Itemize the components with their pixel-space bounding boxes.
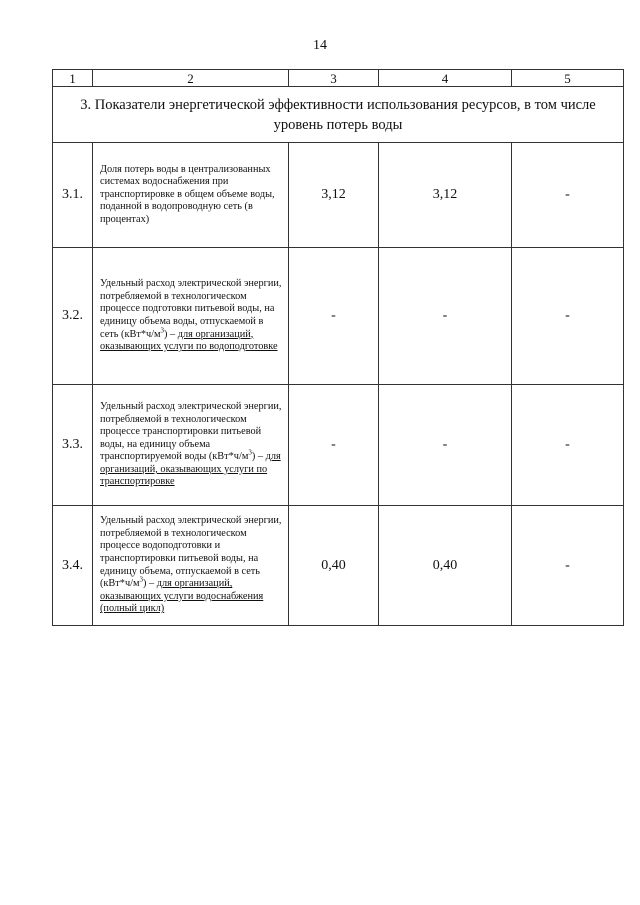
- table-row: [53, 143, 624, 248]
- organization-type-note: для организаций, оказывающих услуги по транспортировке: [100, 451, 281, 488]
- unit-superscript: 3: [248, 448, 252, 457]
- column-number: 1: [53, 70, 93, 87]
- column-number: 2: [93, 70, 289, 87]
- column-number: 4: [379, 70, 512, 87]
- table-row: [53, 506, 624, 626]
- section-title: 3. Показатели энергетической эффективности использования ресурсов, в том числе уровень потерь воды: [53, 87, 624, 143]
- value-column-3: -: [289, 385, 379, 506]
- row-number: 3.3.: [53, 385, 93, 506]
- table-row: [53, 385, 624, 506]
- description-text-tail: ) –: [251, 451, 266, 463]
- value-column-5: -: [512, 385, 624, 506]
- unit-superscript: 3: [139, 575, 144, 584]
- value-column-5: -: [512, 143, 624, 248]
- table-row: [53, 248, 624, 385]
- value-column-5: -: [512, 248, 624, 385]
- value-column-4: -: [379, 248, 512, 385]
- page-number: 14: [313, 38, 327, 53]
- column-number: 5: [512, 70, 624, 87]
- description-text: Удельный расход электрической энергии, потребляемой в технологическом процессе подготовки питьевой воды, на единицу объема воды, отпускаемой в сеть (кВт*ч/м: [100, 278, 282, 340]
- row-number: 3.4.: [53, 506, 93, 626]
- description-text-tail: ) –: [164, 328, 178, 340]
- value-column-5: -: [512, 506, 624, 626]
- value-column-4: -: [379, 385, 512, 506]
- value-column-4: 3,12: [379, 143, 512, 248]
- indicator-description: [93, 506, 289, 626]
- value-column-3: 0,40: [289, 506, 379, 626]
- row-number: 3.1.: [53, 143, 93, 248]
- indicator-description: [93, 248, 289, 385]
- indicators-table: [52, 69, 624, 626]
- organization-type-note: для организаций, оказывающих услуги по водоподготовке: [100, 328, 278, 353]
- description-text: Удельный расход электрической энергии, потребляемой в технологическом процессе водоподготовки и транспортировки питьевой воды, на единицу объема, отпускаемой в сеть (кВт*ч/м: [100, 515, 282, 590]
- indicator-description: Доля потерь воды в централизованных системах водоснабжения при транспортировке в общем объеме воды, поданной в водопроводную сеть (в процентах): [93, 143, 289, 248]
- value-column-3: -: [289, 248, 379, 385]
- indicator-description: [93, 385, 289, 506]
- column-number: 3: [289, 70, 379, 87]
- section-heading-row: [53, 87, 624, 143]
- value-column-4: 0,40: [379, 506, 512, 626]
- unit-superscript: 3: [160, 326, 165, 335]
- column-number-row: [53, 70, 624, 87]
- organization-type-note: для организаций, оказывающих услуги водоснабжения (полный цикл): [100, 578, 264, 615]
- value-column-3: 3,12: [289, 143, 379, 248]
- description-text: Удельный расход электрической энергии, потребляемой в технологическом процессе транспортировки питьевой воды, на единицу объема транспортируемой воды (кВт*ч/м: [100, 400, 282, 463]
- row-number: 3.2.: [53, 248, 93, 385]
- description-text-tail: ) –: [143, 578, 157, 590]
